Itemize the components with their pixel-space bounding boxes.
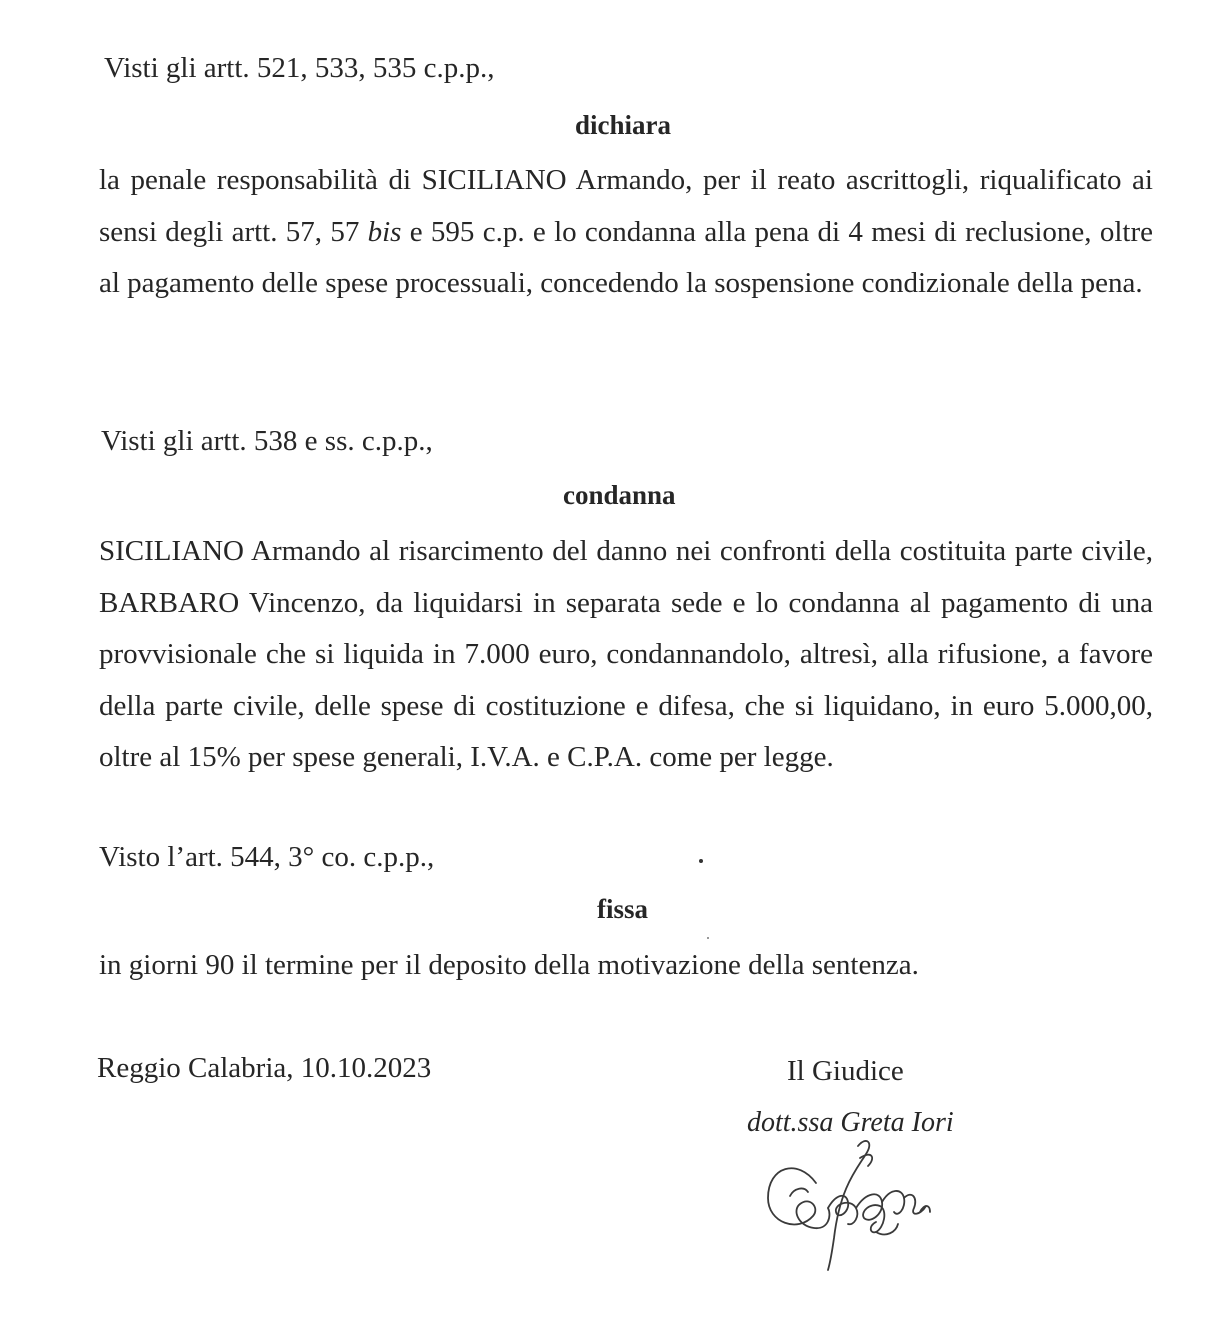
intro-line-1: Visti gli artt. 521, 533, 535 c.p.p., [104, 52, 495, 84]
heading-condanna: condanna [563, 480, 676, 510]
intro-line-2: Visti gli artt. 538 e ss. c.p.p., [101, 425, 433, 457]
stray-dot [699, 859, 703, 863]
heading-dichiara: dichiara [575, 110, 672, 140]
heading-fissa: fissa [597, 894, 649, 924]
signer-name: dott.ssa Greta Iori [747, 1107, 954, 1138]
signer-title: Il Giudice [787, 1055, 904, 1087]
paragraph-dichiara [99, 155, 1153, 310]
paragraph-dichiara-text-a: la penale responsabilità di SICILIANO Armando, per il reato ascrittogli, riqualificato ai sensi degli artt. 57, 57 [99, 164, 1153, 248]
place-date: Reggio Calabria, 10.10.2023 [97, 1052, 432, 1084]
paragraph-dichiara-italic: bis [367, 215, 402, 248]
paragraph-dichiara-text-b: e 595 c.p. e lo condanna alla pena di 4 mesi di reclusione, oltre al pagamento delle spese processuali, concedendo la sospensione condizionale della pena. [99, 215, 1153, 300]
intro-line-3: Visto l’art. 544, 3° co. c.p.p., [99, 841, 435, 873]
paragraph-condanna-text: SICILIANO Armando al risarcimento del danno nei confronti della costituita parte civile, BARBARO Vincenzo, da liquidarsi in separata sede e lo condanna al pagamento di una provvisionale che si liquida in 7.000 euro, condannandolo, altresì, alla rifusione, a favore della parte civile, delle spese di costituzione e difesa, che si liquidano, in euro 5.000,00, oltre al 15% per spese generali, I.V.A. e C.P.A. come per legge. [99, 535, 1153, 774]
paragraph-fissa: in giorni 90 il termine per il deposito della motivazione della sentenza. [99, 949, 919, 981]
scan-speck [707, 937, 709, 939]
paragraph-condanna [99, 526, 1153, 784]
handwritten-signature [758, 1128, 948, 1278]
